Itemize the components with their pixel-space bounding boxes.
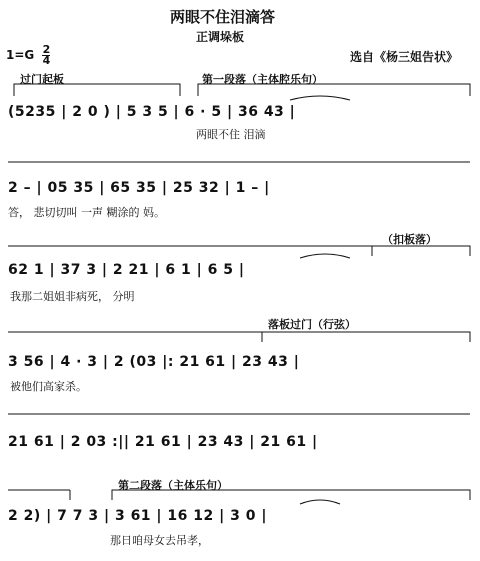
section-label-part1: 第一段落（主体腔乐句） bbox=[202, 73, 323, 86]
section-label-intro: 过门起板 bbox=[20, 73, 64, 86]
score-row-3-lyrics: 我那二姐姐非病死， 分明 bbox=[10, 290, 135, 303]
time-num: 2 bbox=[42, 43, 51, 56]
slur-3 bbox=[300, 500, 340, 504]
song-title: 两眼不住泪滴答 bbox=[170, 8, 276, 26]
part2-bracket bbox=[112, 490, 470, 500]
score-row-2-notes: 2 – | 05 35 | 65 35 | 25 32 | 1 – | bbox=[8, 180, 270, 196]
score-row-1-notes: (5235 | 2 0 ) | 5 3 5 | 6 · 5 | 36 43 | bbox=[8, 104, 296, 120]
section-label-koubanluo: （扣板落） bbox=[382, 233, 437, 246]
slur-2 bbox=[300, 254, 350, 258]
intro-bracket bbox=[14, 84, 180, 96]
score-row-4-lyrics: 被他们高家杀。 bbox=[10, 380, 87, 393]
part1-bracket bbox=[198, 84, 470, 96]
score-row-4-notes: 3 56 | 4 · 3 | 2 (03 |: 21 61 | 23 43 | bbox=[8, 354, 300, 370]
section-label-part2: 第二段落（主体乐句） bbox=[118, 479, 228, 492]
luoban-bracket bbox=[262, 332, 470, 342]
time-den: 4 bbox=[42, 54, 51, 67]
song-subtitle: 正调垛板 bbox=[196, 30, 245, 44]
koubanluo-bracket bbox=[372, 246, 470, 256]
score-row-3-notes: 62 1 | 37 3 | 2 21 | 6 1 | 6 5 | bbox=[8, 262, 245, 278]
slur-1 bbox=[290, 96, 350, 100]
key-label: 1=G bbox=[6, 48, 35, 62]
section-label-luoban: 落板过门（行弦） bbox=[268, 318, 356, 331]
score-row-6-notes: 2 2) | 7 7 3 | 3 61 | 16 12 | 3 0 | bbox=[8, 508, 267, 524]
score-row-6-lyrics: 那日咱母女去吊孝， bbox=[110, 534, 209, 547]
score-row-5-notes: 21 61 | 2 03 :|| 21 61 | 23 43 | 21 61 | bbox=[8, 434, 318, 450]
source-credit: 选自《杨三姐告状》 bbox=[350, 50, 459, 64]
score-row-1-lyrics: 两眼不住 泪滴 bbox=[196, 128, 266, 141]
score-row-2-lyrics: 答， 悲切切叫 一声 糊涂的 妈。 bbox=[8, 206, 165, 219]
